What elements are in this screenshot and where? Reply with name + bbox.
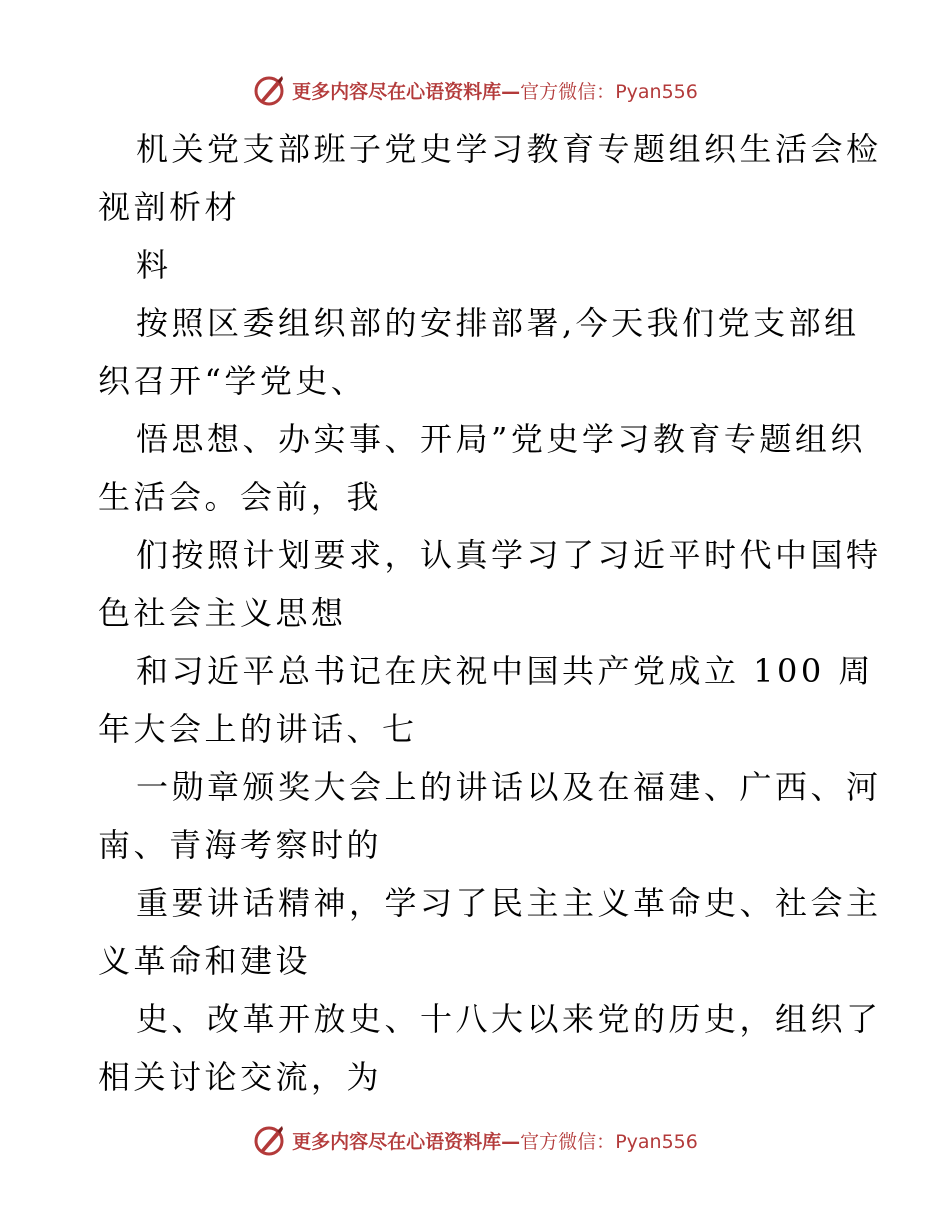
text-line: 们按照计划要求，认真学习了习近平时代中国特 <box>136 536 882 574</box>
banner-wechat-id: Pyan556 <box>615 1130 698 1153</box>
text-line: 义革命和建设 <box>98 942 312 980</box>
header-banner <box>0 70 950 110</box>
text-line: 重要讲话精神，学习了民主主义革命史、社会主 <box>136 884 882 922</box>
text-line: 南、青海考察时的 <box>98 826 383 864</box>
text-line: 机关党支部班子党史学习教育专题组织生活会检 <box>136 130 882 168</box>
footer-banner <box>0 1120 950 1160</box>
text-line: 年大会上的讲话、七 <box>98 710 418 748</box>
document-body <box>98 120 882 1106</box>
text-line: 相关讨论交流，为 <box>98 1058 383 1096</box>
text-line: 织召开“学党史、 <box>98 362 367 400</box>
banner-wechat-id: Pyan556 <box>615 80 698 103</box>
banner-wechat-label: 官方微信： <box>520 1130 616 1153</box>
text-line: 色社会主义思想 <box>98 594 347 632</box>
banner-main-text: 更多内容尽在心语资料库 <box>292 80 502 103</box>
banner-wechat-label: 官方微信： <box>520 80 616 103</box>
banner-separator: — <box>501 80 521 103</box>
banner-text <box>292 77 698 104</box>
text-line: 视剖析材 <box>98 188 241 226</box>
banner-text <box>292 1127 698 1154</box>
quill-pen-logo-icon <box>252 1123 286 1157</box>
text-line: 悟思想、办实事、开局”党史学习教育专题组织 <box>136 420 866 458</box>
banner-separator: — <box>501 1130 521 1153</box>
text-line: 和习近平总书记在庆祝中国共产党成立 100 周 <box>136 652 874 690</box>
quill-pen-logo-icon <box>252 73 286 107</box>
text-line: 史、改革开放史、十八大以来党的历史，组织了 <box>136 1000 882 1038</box>
text-line: 一勋章颁奖大会上的讲话以及在福建、广西、河 <box>136 768 882 806</box>
banner-main-text: 更多内容尽在心语资料库 <box>292 1130 502 1153</box>
text-line: 料 <box>136 246 172 284</box>
text-line: 生活会。会前，我 <box>98 478 383 516</box>
text-line: 按照区委组织部的安排部署,今天我们党支部组 <box>136 304 860 342</box>
